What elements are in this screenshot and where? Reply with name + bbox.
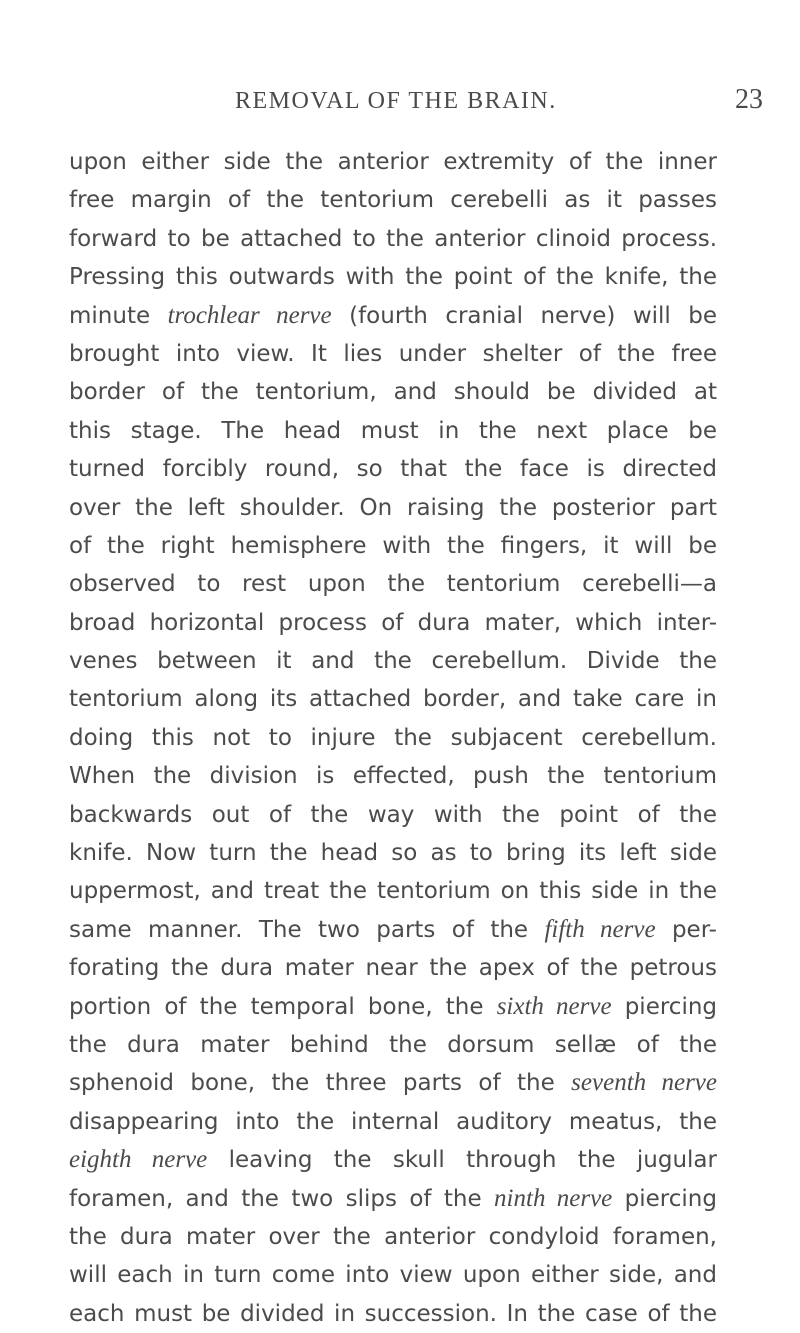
italic-term: seventh nerve [571,1069,717,1097]
text-line [69,143,717,181]
text-line [69,527,717,565]
text-line [69,412,717,450]
text-line [69,757,717,795]
text-line [69,297,717,335]
text-line [69,450,717,488]
text-line [69,872,717,910]
text-segment: piercing [611,993,718,1020]
text-segment: upon either side the anterior extremity of the inner [69,149,717,175]
text-line [69,1141,717,1179]
text-line [69,719,717,757]
italic-term: sixth nerve [496,992,612,1020]
text-segment: backwards out of the way with the point of the [69,801,717,828]
text-line [69,1064,717,1102]
text-segment: portion of the temporal bone, the [69,993,497,1020]
text-line [69,1256,717,1294]
text-segment: will each in turn come into view upon either side, and [69,1262,717,1289]
text-segment: disappearing into the internal auditory meatus, the [69,1108,717,1135]
text-line [69,642,717,680]
text-line [69,1218,717,1256]
text-segment: same manner. The two parts of the [69,916,545,943]
text-line [69,373,717,411]
italic-term: fifth nerve [544,915,656,943]
text-line [69,911,717,949]
text-segment: of the right hemisphere with the fingers, it will be [69,532,717,559]
text-line [69,1295,717,1333]
text-line [69,258,717,296]
text-segment: forating the dura mater near the apex of the petrous [69,955,717,982]
text-segment: leaving the skull through the jugular [207,1147,717,1174]
text-segment: the dura mater over the anterior condyloid foramen, [69,1223,717,1250]
page-number: 23 [735,84,763,115]
text-segment: forward to be attached to the anterior clinoid process. [69,225,717,252]
text-segment: When the division is effected, push the tentorium [69,763,717,790]
text-line [69,604,717,642]
text-segment: venes between it and the cerebellum. Divide the [69,648,717,675]
text-line [69,565,717,603]
text-line [69,181,717,219]
text-line [69,949,717,987]
running-head [235,84,800,124]
text-segment: tentorium along its attached border, and take care in [69,686,717,713]
text-segment: knife. Now turn the head so as to bring its left side [69,840,717,867]
text-segment: (fourth cranial nerve) will be [331,302,718,329]
text-segment: over the left shoulder. On raising the posterior part [69,494,717,521]
text-segment: Pressing this outwards with the point of the knife, the [69,264,717,291]
text-segment: this stage. The head must in the next place be [69,417,717,444]
text-segment: observed to rest upon the tentorium cerebelli—a [69,571,717,598]
text-line [69,335,717,373]
text-line [69,220,717,258]
text-segment: minute [69,302,168,329]
text-line [69,1180,717,1218]
text-line [69,1103,717,1141]
text-segment: piercing [612,1185,717,1212]
text-segment: foramen, and the two slips of the [69,1185,495,1212]
italic-term: trochlear nerve [167,301,332,329]
text-segment: uppermost, and treat the tentorium on this side in the [69,878,717,905]
text-line [69,834,717,872]
body-paragraph [69,143,717,1333]
text-line [69,680,717,718]
running-head-title: REMOVAL OF THE BRAIN. [235,88,557,114]
text-segment: sphenoid bone, the three parts of the [69,1070,572,1097]
text-line [69,1026,717,1064]
italic-term: ninth nerve [494,1184,613,1212]
text-segment: border of the tentorium, and should be divided at [69,379,717,406]
text-segment: doing this not to injure the subjacent cerebellum. [69,724,717,751]
text-segment: the dura mater behind the dorsum sellæ of the [69,1031,717,1058]
italic-term: eighth nerve [69,1146,208,1174]
text-segment: per- [655,916,717,943]
text-segment: turned forcibly round, so that the face is directed [69,456,717,483]
text-line [69,489,717,527]
text-segment: free margin of the tentorium cerebelli as it passes [69,187,717,214]
text-segment: broad horizontal process of dura mater, which inter- [69,609,717,636]
text-segment: each must be divided in succession. In the case of the [69,1300,717,1327]
text-line [69,796,717,834]
text-segment: brought into view. It lies under shelter of the free [69,340,717,367]
text-line [69,988,717,1026]
